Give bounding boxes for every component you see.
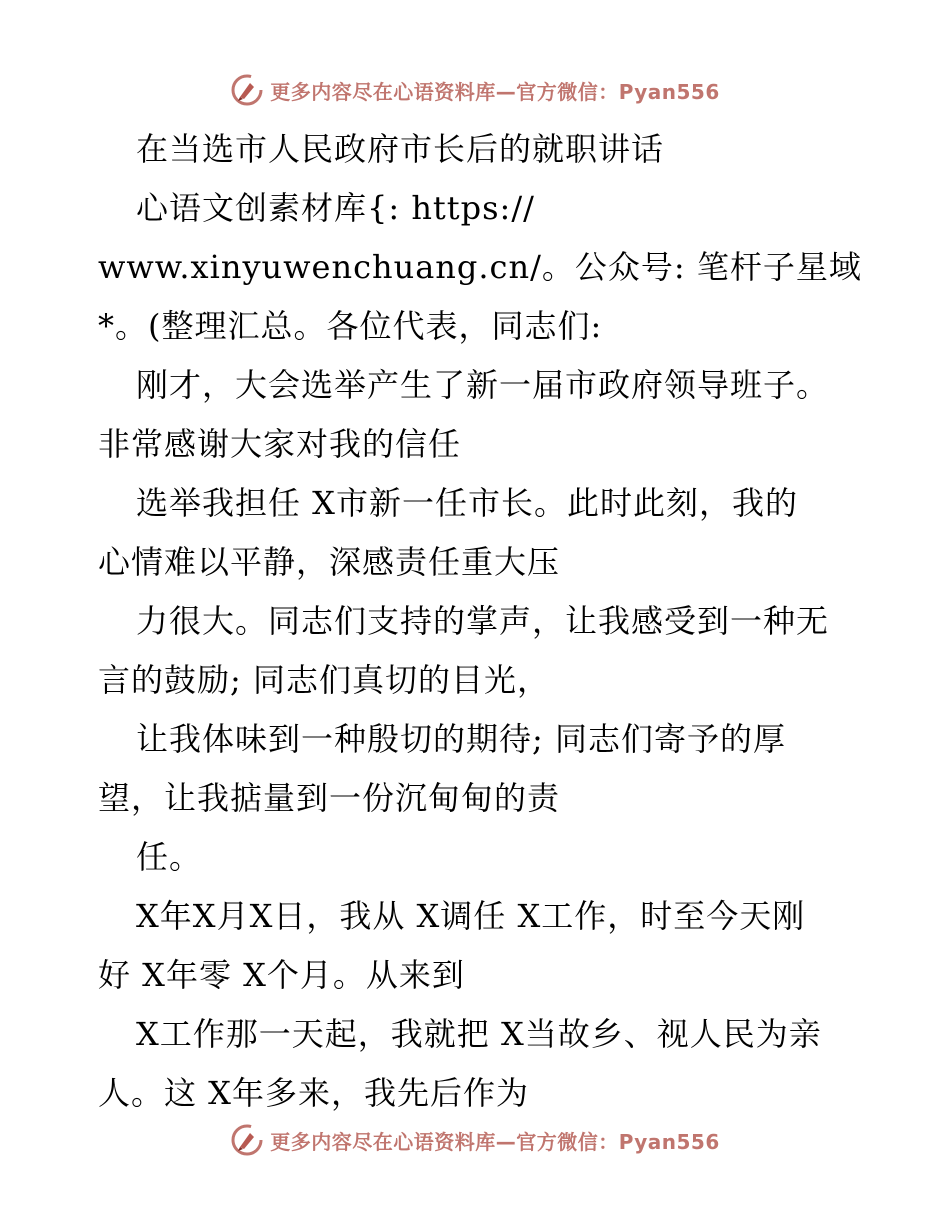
banner-text: 更多内容尽在心语资料库—官方微信：Pyan556 xyxy=(270,1129,720,1154)
text-line: X工作那一天起，我就把 X当故乡、视人民为亲 xyxy=(136,1015,822,1053)
pen-nib-logo-icon xyxy=(230,73,264,107)
text-line: 选举我担任 X市新一任市长。此时此刻，我的 xyxy=(136,484,798,522)
header-banner xyxy=(0,70,950,110)
banner-text: 更多内容尽在心语资料库—官方微信：Pyan556 xyxy=(270,79,720,104)
text-line: 让我体味到一种殷切的期待; 同志们寄予的厚 xyxy=(136,720,786,758)
footer-banner xyxy=(0,1120,950,1160)
document-body xyxy=(98,120,862,1123)
text-line: 在当选市人民政府市长后的就职讲话 xyxy=(136,130,665,168)
pen-nib-logo-icon xyxy=(230,1123,264,1157)
text-line: 好 X年零 X个月。从来到 xyxy=(98,956,465,994)
text-line: 力很大。同志们支持的掌声，让我感受到一种无 xyxy=(136,602,830,640)
text-line: www.xinyuwenchuang.cn/。公众号: 笔杆子星域 xyxy=(98,248,862,286)
text-line: 刚才，大会选举产生了新一届市政府领导班子。 xyxy=(136,366,830,404)
text-line: 望，让我掂量到一份沉甸甸的责 xyxy=(98,779,561,817)
text-line: *。(整理汇总。各位代表，同志们: xyxy=(98,307,603,345)
text-line: 心情难以平静，深感责任重大压 xyxy=(98,543,561,581)
text-line: 非常感谢大家对我的信任 xyxy=(98,425,462,463)
text-line: 心语文创素材库{: https:// xyxy=(136,189,535,227)
text-line: 人。这 X年多来，我先后作为 xyxy=(98,1074,529,1112)
text-line: 言的鼓励; 同志们真切的目光， xyxy=(98,661,550,699)
text-line: X年X月X日，我从 X调任 X工作，时至今天刚 xyxy=(136,897,806,935)
text-line: 任。 xyxy=(136,838,203,876)
